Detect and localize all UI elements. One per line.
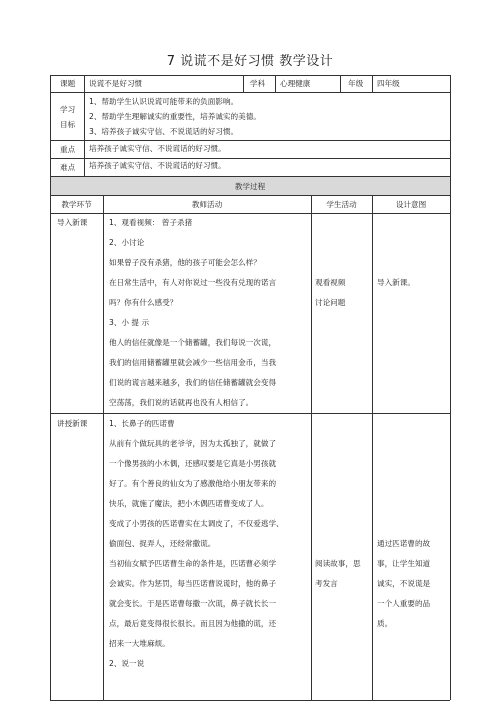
table-line — [84, 75, 85, 176]
teacher-line: 会诚实。作为惩罚，每当匹诺曹说谎时，他的鼻子 — [109, 579, 277, 588]
table-line — [340, 75, 341, 92]
stage-label: 讲授新课 — [57, 419, 88, 428]
teacher-line: 从前有个做玩具的老爷爷，因为太孤独了，就做了 — [109, 439, 277, 448]
table-line — [103, 195, 104, 700]
goal-item: 1、帮助学生认识说谎可能带来的负面影响。 — [89, 97, 239, 106]
teacher-line: 3、小 提 示 — [109, 318, 150, 327]
table-line — [372, 195, 373, 700]
table-line — [50, 75, 450, 76]
student-line: 阅读故事，思 — [315, 559, 361, 568]
stage-label: 导入新课 — [57, 218, 88, 227]
goal-item: 2、帮助学生理解诚实的重要性，培养诚实的美德。 — [89, 112, 261, 121]
process-banner: 教学过程 — [234, 182, 266, 191]
table-line — [450, 75, 451, 700]
intent-line: 事，让学生知道 — [377, 559, 431, 568]
grade-value: 四年级 — [377, 79, 400, 88]
teacher-line: 变成了小男孩的匹诺曹实在太调皮了，不仅爱逃学、 — [109, 519, 284, 528]
intent-line: 通过匹诺曹的故 — [377, 539, 431, 548]
teacher-line: 当初仙女赋予匹诺曹生命的条件是，匹诺曹必须学 — [109, 559, 277, 568]
teacher-line: 们说的谎言越来越多，我们的信任储蓄罐就会变得 — [109, 378, 277, 387]
teacher-line: 空荡荡，我们说的话就再也没有人相信了。 — [109, 398, 254, 407]
document-title: 7 说谎不是好习惯 教学设计 — [166, 54, 334, 69]
table-line — [50, 92, 450, 93]
subject-value: 心理健康 — [280, 79, 311, 88]
teacher-line: 在日常生活中，有人对你说过一些没有兑现的诺言 — [109, 278, 277, 287]
table-line — [50, 195, 450, 196]
teacher-line: 就会变长。于是匹诺曹每撒一次谎，鼻子就长长一 — [109, 599, 277, 608]
table-line — [50, 213, 450, 214]
table-line — [50, 158, 450, 159]
teacher-line: 我们的信用储蓄罐里就会减少一些信用金币，当我 — [109, 358, 277, 367]
student-line: 讨论问题 — [315, 298, 346, 307]
grade-label: 年级 — [348, 79, 364, 88]
table-line — [243, 75, 244, 92]
table-line — [50, 700, 450, 701]
course-label: 课题 — [60, 79, 76, 88]
header-stage: 教学环节 — [61, 200, 92, 209]
intent-line: 一个人重要的品 — [377, 599, 431, 608]
difficulty-label: 难点 — [60, 163, 76, 172]
subject-label: 学科 — [250, 79, 266, 88]
teacher-line: 2、说一说 — [109, 659, 145, 668]
header-teacher: 教师活动 — [191, 200, 223, 209]
teacher-line: 吗？你有什么感受？ — [109, 298, 178, 307]
teacher-line: 他人的信任就像是一个储蓄罐，我们每说一次谎， — [109, 338, 277, 347]
intent-line: 诚实，不说谎是 — [377, 579, 431, 588]
teacher-line: 1、长鼻子的匹诺曹 — [109, 419, 175, 428]
student-line: 观看视频 — [315, 278, 346, 287]
course-value: 说谎不是好习惯 — [89, 79, 143, 88]
table-line — [50, 413, 450, 414]
table-line — [275, 75, 276, 92]
teacher-line: 快乐，就施了魔法，把小木偶匹诺曹变成了人。 — [109, 499, 269, 508]
table-line — [311, 195, 312, 700]
header-student: 学生活动 — [326, 200, 357, 209]
difficulty-value: 培养孩子诚实守信、不说谎话的好习惯。 — [89, 161, 226, 170]
teacher-line: 好了。有个善良的仙女为了感激他给小朋友带来的 — [109, 479, 277, 488]
table-line — [372, 75, 373, 92]
header-intent: 设计意图 — [395, 200, 427, 209]
intent-line: 导入新课。 — [377, 278, 415, 287]
key-point-value: 培养孩子诚实守信、不说谎话的好习惯。 — [89, 144, 226, 153]
teacher-line: 一个像男孩的小木偶，还感叹要是它真是小男孩就 — [109, 459, 277, 468]
goal-item: 3、培养孩子诚实守信、不说谎话的好习惯。 — [89, 127, 239, 136]
teacher-line: 偷面包、捉弄人，还经常撒谎。 — [109, 539, 216, 548]
teacher-line: 招来一大堆麻烦。 — [109, 639, 170, 648]
intent-line: 质。 — [377, 619, 393, 628]
teacher-line: 点，最后竟变得很长很长。而且因为他撒的谎，还 — [109, 619, 277, 628]
student-line: 考发言 — [315, 579, 338, 588]
table-line — [50, 75, 51, 700]
key-point-label: 重点 — [60, 145, 76, 154]
table-line — [50, 140, 450, 141]
table-line — [50, 176, 450, 177]
teacher-line: 如果曾子没有杀猪，他的孩子可能会怎么样？ — [109, 258, 261, 267]
goals-label-line1: 学习 — [60, 105, 76, 114]
goals-label-line2: 目标 — [60, 120, 76, 129]
teacher-line: 1、观看视频： 曾子杀猪 — [109, 218, 193, 227]
teacher-line: 2、小讨论 — [109, 238, 145, 247]
